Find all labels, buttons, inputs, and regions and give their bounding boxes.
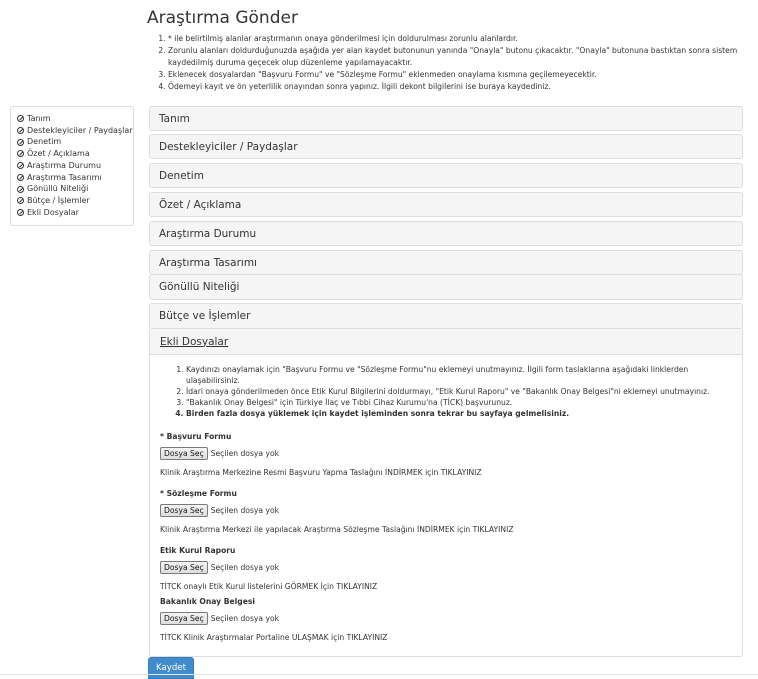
nav-item-label: Bütçe / İşlemler: [27, 195, 90, 205]
panel-ekli-dosyalar: [149, 328, 743, 657]
ban-icon: [17, 150, 24, 157]
page-title: Araştırma Gönder: [147, 8, 298, 28]
panel-butce[interactable]: [149, 303, 743, 329]
file-choose-button[interactable]: Dosya Seç: [160, 447, 208, 460]
nav-item-ozet[interactable]: [17, 148, 133, 160]
ban-icon: [17, 162, 24, 169]
panel-gonullu-niteligi[interactable]: [149, 274, 743, 300]
panel-denetim[interactable]: [149, 163, 743, 188]
field-label: * Sözleşme Formu: [160, 489, 237, 498]
note-item: 3. "Bakanlık Onay Belgesi" için Türkiye İlaç ve Tıbbi Cihaz Kurumu'na (TİCK) başvurunuz.: [186, 397, 728, 408]
panel-heading[interactable]: Araştırma Tasarımı: [159, 256, 257, 269]
nav-item-label: Denetim: [27, 137, 62, 147]
ekli-dosyalar-toggle[interactable]: Ekli Dosyalar: [160, 335, 229, 348]
panel-heading[interactable]: Denetim: [159, 169, 204, 182]
field-label: * Başvuru Formu: [160, 432, 232, 441]
file-status: Seçilen dosya yok: [210, 506, 279, 515]
note-item: 1. Kaydınızı onaylamak için "Başvuru Formu ve "Sözleşme Formu"nu eklemeyi unutmayınız. İlgili form taslaklarına aşağıdaki linklerden ulaşabilirsiniz.: [186, 364, 728, 386]
panel-ozet[interactable]: [149, 192, 743, 217]
instructions-list: [150, 33, 740, 93]
nav-item-arastirma-durumu[interactable]: [17, 160, 133, 172]
nav-item-arastirma-tasarimi[interactable]: [17, 172, 133, 184]
nav-item-label: Özet / Açıklama: [27, 149, 90, 159]
panel-heading[interactable]: Araştırma Durumu: [159, 227, 257, 240]
nav-item-destekleyiciler[interactable]: [17, 125, 133, 137]
panel-arastirma-tasarimi[interactable]: [149, 250, 743, 275]
etik-kurul-link[interactable]: TİTCK onaylı Etik Kurul listelerini GÖRMEK İçin TIKLAYINIZ: [160, 582, 378, 591]
file-choose-button[interactable]: Dosya Seç: [160, 561, 208, 574]
nav-item-label: Destekleyiciler / Paydaşlar: [27, 125, 133, 135]
panel-tanim[interactable]: [149, 106, 743, 131]
nav-item-butce[interactable]: [17, 195, 133, 207]
nav-item-ekli-dosyalar[interactable]: [17, 207, 133, 219]
note-item: 2. İdari onaya gönderilmeden önce Etik Kurul Bilgilerini doldurmayı, "Etik Kurul Raporu" ve "Bakanlık Onay Belgesi"ni eklemeyi unutmayınız.: [186, 386, 728, 397]
download-link[interactable]: Klinik Araştırma Merkezi ile yapılacak Araştırma Sözleşme Taslağını İNDİRMEK için TIKLAYINIZ: [160, 525, 514, 534]
file-choose-button[interactable]: Dosya Seç: [160, 612, 208, 625]
nav-item-label: Araştırma Tasarımı: [27, 172, 102, 182]
ban-icon: [17, 209, 24, 216]
nav-item-gonullu-niteligi[interactable]: [17, 183, 133, 195]
nav-item-tanim[interactable]: [17, 113, 133, 125]
nav-item-label: Araştırma Durumu: [27, 160, 102, 170]
portal-link[interactable]: TİTCK Klinik Araştırmalar Portaline ULAŞMAK için TIKLAYINIZ: [160, 633, 388, 642]
panel-heading[interactable]: Destekleyiciler / Paydaşlar: [159, 140, 298, 153]
field-label: Etik Kurul Raporu: [160, 546, 236, 555]
download-link[interactable]: Klinik Araştırma Merkezine Resmi Başvuru Yapma Taslağını İNDİRMEK için TIKLAYINIZ: [160, 468, 482, 477]
nav-item-label: Gönüllü Niteliği: [27, 184, 89, 194]
sozlesme-formu-field: [160, 488, 514, 535]
panel-heading[interactable]: Tanım: [159, 112, 190, 125]
panel-heading: [150, 329, 742, 355]
panel-arastirma-durumu[interactable]: [149, 221, 743, 246]
instruction-item: 1. * ile belirtilmiş alanlar araştırmanın onaya gönderilmesi için doldurulması zorunlu alanlardır.: [168, 33, 740, 45]
basvuru-formu-field: [160, 431, 482, 478]
field-label: Bakanlık Onay Belgesi: [160, 597, 255, 606]
instruction-item: 2. Zorunlu alanları doldurduğunuzda aşağıda yer alan kaydet butonunun yanında "Onayla" butonu çıkacaktır. "Onayla" butonuna bastıktan sonra sistem kaydedilmiş duruma geçecek olup düzenleme yapılamayacaktır.: [168, 45, 740, 69]
ban-icon: [17, 115, 24, 122]
nav-item-label: Tanım: [27, 114, 51, 123]
section-nav: [10, 106, 134, 226]
ban-icon: [17, 127, 24, 134]
panel-heading[interactable]: Gönüllü Niteliği: [159, 281, 240, 293]
instruction-item: 3. Eklenecek dosyalardan "Başvuru Formu" ve "Sözleşme Formu" eklenmeden onaylama kısmına geçilemeyecektir.: [168, 69, 740, 81]
panel-destekleyiciler[interactable]: [149, 134, 743, 159]
nav-item-label: Ekli Dosyalar: [27, 207, 79, 217]
panel-heading[interactable]: Özet / Açıklama: [159, 198, 242, 211]
file-status: Seçilen dosya yok: [210, 563, 279, 572]
note-item: 4. Birden fazla dosya yüklemek için kaydet işleminden sonra tekrar bu sayfaya gelmelisiniz.: [186, 408, 728, 419]
instruction-item: 4. Ödemeyi kayıt ve ön yeterlilik onayından sonra yapınız. İlgili dekont bilgilerini ise buraya kaydediniz.: [168, 81, 740, 93]
file-status: Seçilen dosya yok: [210, 449, 279, 458]
bakanlik-onay-belgesi-field: [160, 596, 388, 643]
panel-heading[interactable]: Bütçe ve İşlemler: [159, 310, 251, 322]
ban-icon: [17, 197, 24, 204]
etik-kurul-raporu-field: [160, 545, 377, 592]
ban-icon: [17, 186, 24, 193]
nav-item-denetim[interactable]: [17, 136, 133, 148]
ban-icon: [17, 139, 24, 146]
file-choose-button[interactable]: Dosya Seç: [160, 504, 208, 517]
ban-icon: [17, 174, 24, 181]
file-status: Seçilen dosya yok: [210, 614, 279, 623]
save-button[interactable]: Kaydet: [148, 657, 194, 679]
attachment-notes: [168, 364, 728, 419]
